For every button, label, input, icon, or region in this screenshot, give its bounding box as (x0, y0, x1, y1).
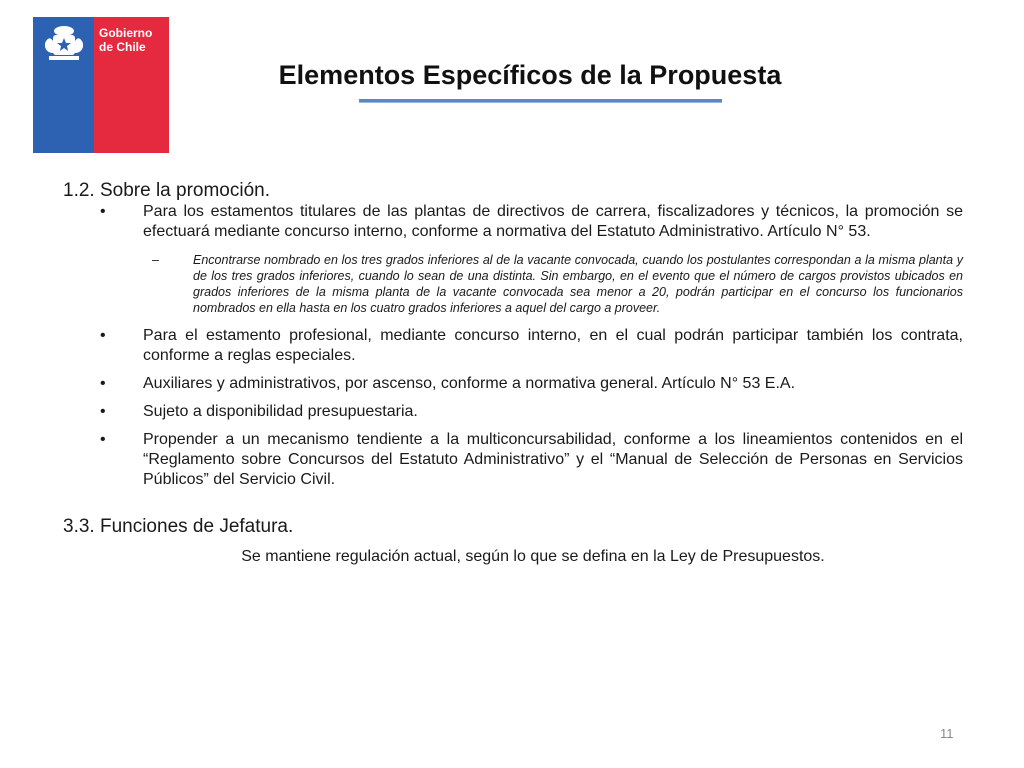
slide-content (63, 180, 963, 566)
bullet-item (63, 326, 963, 366)
section-heading-promocion: 1.2. Sobre la promoción. (63, 180, 271, 201)
title-underline (359, 99, 722, 103)
logo-text (99, 26, 152, 54)
bullet-text: Para los estamentos titulares de las plantas de directivos de carrera, fiscalizadores y técnicos, la promoción se efectuará mediante concurso interno, conforme a normativa del Estatuto Administrativo. Artículo N° 53. (143, 203, 963, 240)
bullet-text: Sujeto a disponibilidad presupuestaria. (143, 403, 418, 420)
bullet-item (63, 202, 963, 242)
sub-bullet-text: Encontrarse nombrado en los tres grados inferiores al de la vacante convocada, cuando los postulantes correspondan a la misma planta y de los tres grados inferiores, cuando lo sean de una distinta. Sin embargo, en el evento que el número de cargos provistos ubicados en grados inferiores de la misma planta de la vacante convocada sea menor a 20, podrán participar en el concurso los funcionarios nombrados en ella hasta en los cuatro grados inferiores a aquel del cargo a proveer. (193, 253, 963, 315)
gobierno-de-chile-logo (33, 17, 169, 153)
section-heading-jefatura: 3.3. Funciones de Jefatura. (63, 516, 294, 537)
chile-crest-icon (41, 23, 87, 63)
bullet-icon: • (100, 431, 106, 448)
bullet-text: Para el estamento profesional, mediante concurso interno, en el cual podrán participar también los contrata, conforme a reglas especiales. (143, 327, 963, 364)
jefatura-note: Se mantiene regulación actual, según lo que se defina en la Ley de Presupuestos. (241, 548, 825, 565)
bullet-icon: • (100, 203, 106, 220)
bullet-icon: • (100, 403, 106, 420)
bullet-item (63, 430, 963, 490)
logo-line-1: Gobierno (99, 26, 153, 40)
sub-bullet-item (63, 252, 963, 316)
bullet-list-promocion (63, 202, 963, 490)
logo-line-2: de Chile (99, 40, 146, 54)
bullet-icon: • (100, 327, 106, 344)
bullet-text: Auxiliares y administrativos, por ascenso, conforme a normativa general. Artículo N° 53 E.A. (143, 375, 796, 392)
slide-title: Elementos Específicos de la Propuesta (278, 60, 782, 90)
dash-icon: – (152, 253, 159, 267)
bullet-item (63, 374, 963, 394)
page-number: 11 (940, 726, 954, 741)
bullet-text: Propender a un mecanismo tendiente a la multiconcursabilidad, conforme a los lineamientos contenidos en el “Reglamento sobre Concursos del Estatuto Administrativo” y el “Manual de Selección de Personas en Servicios Públicos” del Servicio Civil. (143, 431, 963, 488)
bullet-item (63, 402, 963, 422)
bullet-icon: • (100, 375, 106, 392)
